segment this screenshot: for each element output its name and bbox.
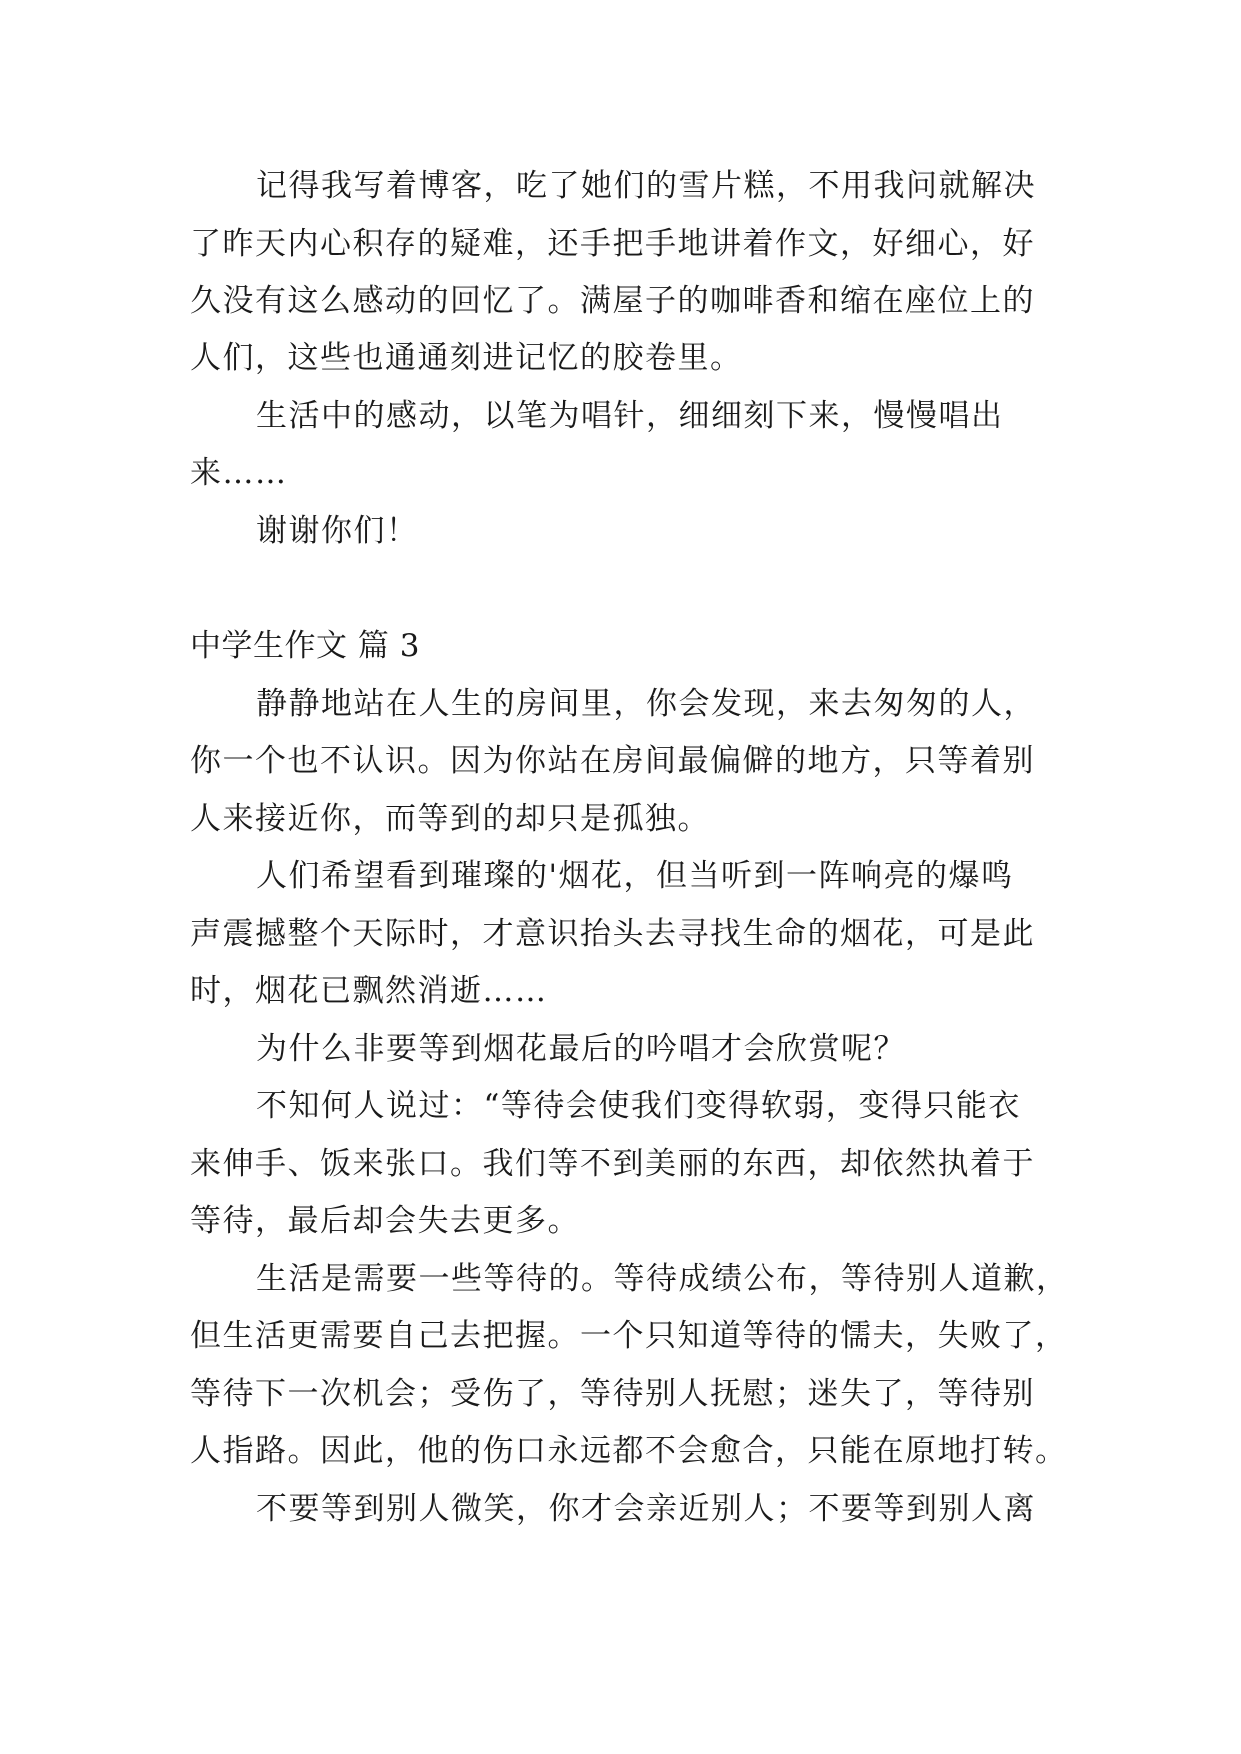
paragraph-line: 久没有这么感动的回忆了。满屋子的咖啡香和缩在座位上的	[190, 283, 1035, 319]
paragraph-line: 生活是需要一些等待的。等待成绩公布，等待别人道歉，	[256, 1261, 1069, 1297]
paragraph-line: 为什么非要等到烟花最后的吟唱才会欣赏呢？	[256, 1031, 906, 1067]
paragraph-line: 静静地站在人生的房间里，你会发现，来去匆匆的人，	[256, 686, 1036, 722]
paragraph-line: 谢谢你们！	[256, 513, 419, 549]
paragraph-line: 不知何人说过：“等待会使我们变得软弱，变得只能衣	[256, 1088, 1021, 1124]
paragraph-line: 人指路。因此，他的伤口永远都不会愈合，只能在原地打转。	[190, 1433, 1068, 1469]
paragraph-line: 来伸手、饭来张口。我们等不到美丽的东西，却依然执着于	[190, 1146, 1035, 1182]
paragraph-line: 生活中的感动，以笔为唱针，细细刻下来，慢慢唱出	[256, 398, 1004, 434]
paragraph-line: 等待，最后却会失去更多。	[190, 1203, 580, 1239]
paragraph-line: 你一个也不认识。因为你站在房间最偏僻的地方，只等着别	[190, 743, 1035, 779]
section-heading: 中学生作文 篇 3	[190, 628, 420, 664]
paragraph-line: 来……	[190, 455, 288, 491]
paragraph-line: 不要等到别人微笑，你才会亲近别人；不要等到别人离	[256, 1491, 1036, 1527]
paragraph-line: 人来接近你，而等到的却只是孤独。	[190, 801, 710, 837]
paragraph-line: 人们希望看到璀璨的'烟花，但当听到一阵响亮的爆鸣	[256, 858, 1014, 894]
paragraph-line: 声震撼整个天际时，才意识抬头去寻找生命的烟花，可是此	[190, 916, 1035, 952]
paragraph-line: 等待下一次机会；受伤了，等待别人抚慰；迷失了，等待别	[190, 1376, 1035, 1412]
paragraph-line: 人们，这些也通通刻进记忆的胶卷里。	[190, 340, 743, 376]
paragraph-line: 了昨天内心积存的疑难，还手把手地讲着作文，好细心，好	[190, 226, 1035, 262]
paragraph-line: 时，烟花已飘然消逝……	[190, 973, 548, 1009]
paragraph-line: 但生活更需要自己去把握。一个只知道等待的懦夫，失败了，	[190, 1318, 1068, 1354]
paragraph-line: 记得我写着博客，吃了她们的雪片糕，不用我问就解决	[256, 168, 1036, 204]
